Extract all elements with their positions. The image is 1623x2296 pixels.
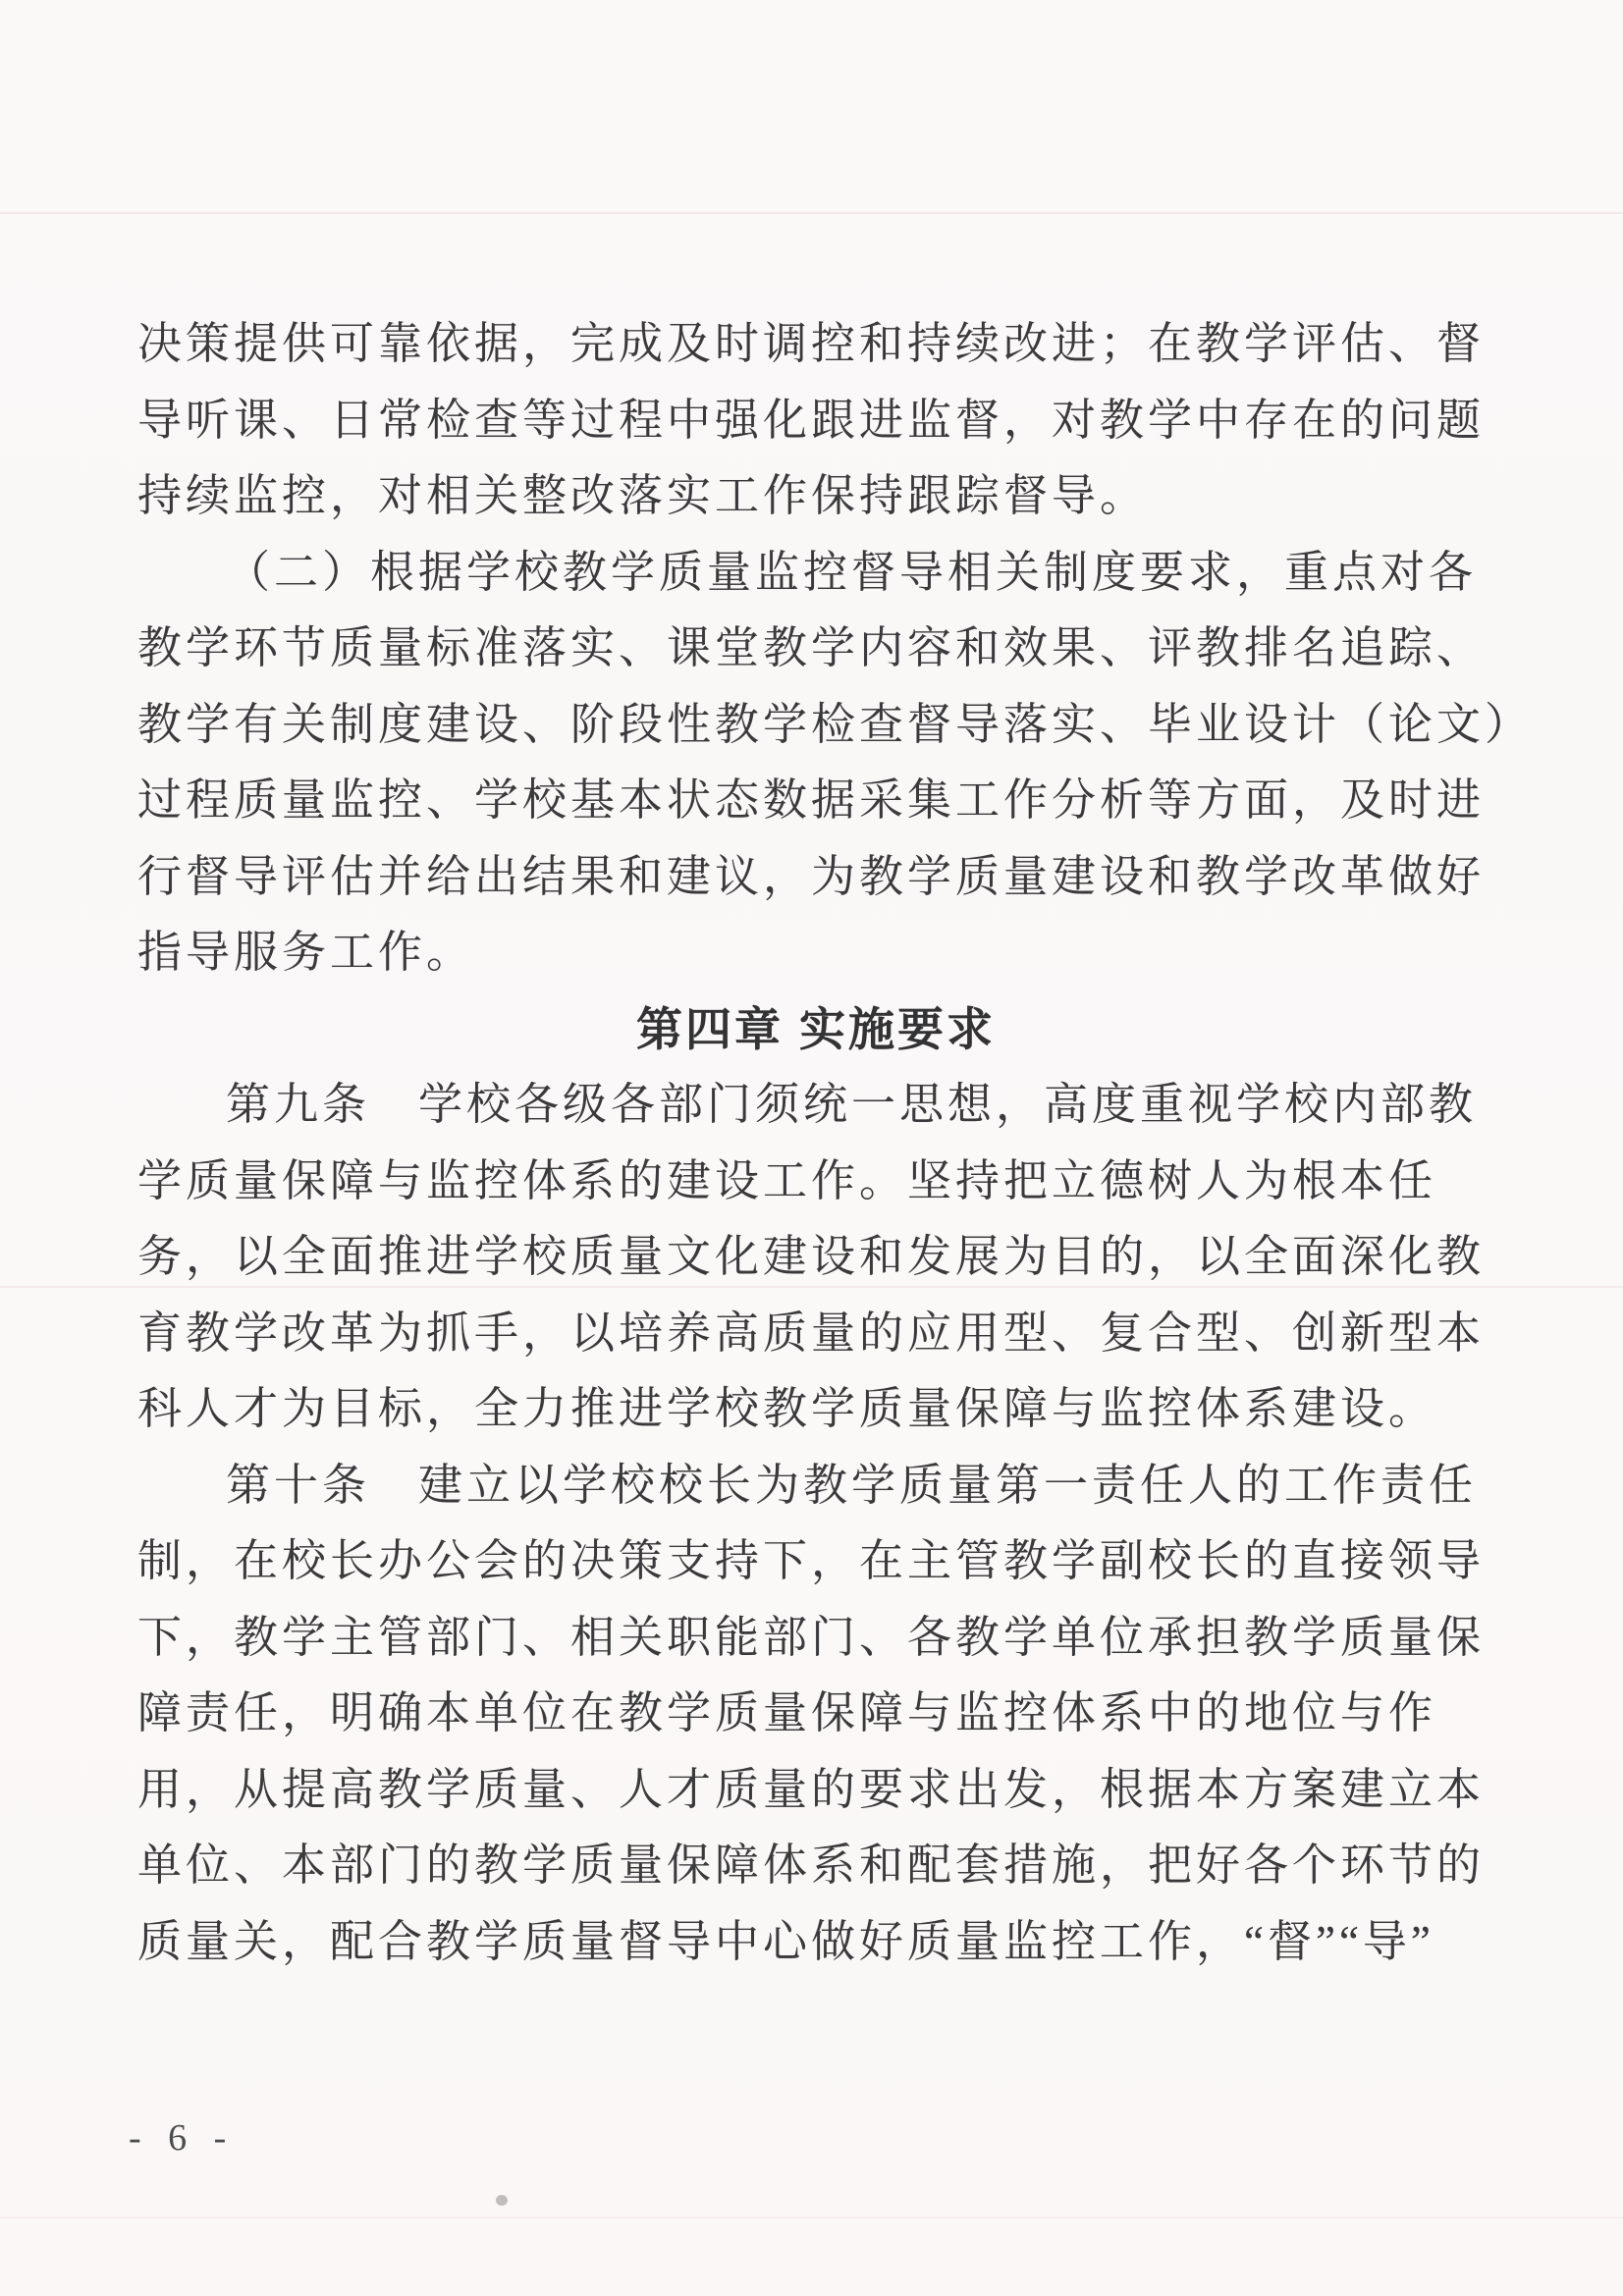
body-line: 第九条 学校各级各部门须统一思想，高度重视学校内部教 <box>226 1080 1478 1129</box>
body-line: （二）根据学校教学质量监控督导相关制度要求，重点对各 <box>226 547 1478 597</box>
scan-artifact-line <box>0 212 1623 214</box>
body-line: 决策提供可靠依据，完成及时调控和持续改进；在教学评估、督 <box>137 319 1486 368</box>
body-line: 育教学改革为抓手，以培养高质量的应用型、复合型、创新型本 <box>137 1308 1486 1358</box>
body-line: 学质量保障与监控体系的建设工作。坚持把立德树人为根本任 <box>137 1155 1437 1205</box>
document-body <box>137 306 1534 1980</box>
scan-artifact-dot <box>496 2195 508 2206</box>
body-line: 制，在校长办公会的决策支持下，在主管教学副校长的直接领导 <box>137 1536 1486 1585</box>
body-line: 下，教学主管部门、相关职能部门、各教学单位承担教学质量保 <box>137 1612 1486 1662</box>
body-line: 质量关，配合教学质量督导中心做好质量监控工作，“督”“导” <box>137 1916 1434 1966</box>
body-line: 过程质量监控、学校基本状态数据采集工作分析等方面，及时进 <box>137 775 1486 825</box>
body-line: 第十条 建立以学校校长为教学质量第一责任人的工作责任 <box>226 1460 1478 1510</box>
chapter-heading: 第四章 实施要求 <box>635 1002 997 1055</box>
body-line: 用，从提高教学质量、人才质量的要求出发，根据本方案建立本 <box>137 1764 1486 1814</box>
scan-artifact-line <box>0 2216 1623 2218</box>
body-line: 科人才为目标，全力推进学校教学质量保障与监控体系建设。 <box>137 1384 1437 1433</box>
body-line: 导听课、日常检查等过程中强化跟进监督，对教学中存在的问题 <box>137 395 1486 445</box>
body-line: 单位、本部门的教学质量保障体系和配套措施，把好各个环节的 <box>137 1841 1486 1890</box>
body-line: 务，以全面推进学校质量文化建设和发展为目的，以全面深化教 <box>137 1232 1486 1281</box>
body-line: 行督导评估并给出结果和建议，为教学质量建设和教学改革做好 <box>137 851 1486 901</box>
body-line: 指导服务工作。 <box>137 928 475 977</box>
page-number: - 6 - <box>129 2117 236 2159</box>
body-line: 持续监控，对相关整改落实工作保持跟踪督导。 <box>137 471 1149 520</box>
body-line: 障责任，明确本单位在教学质量保障与监控体系中的地位与作 <box>137 1688 1437 1737</box>
body-line: 教学环节质量标准落实、课堂教学内容和效果、评教排名追踪、 <box>137 623 1486 672</box>
body-line: 教学有关制度建设、阶段性教学检查督导落实、毕业设计（论文） <box>137 699 1534 749</box>
